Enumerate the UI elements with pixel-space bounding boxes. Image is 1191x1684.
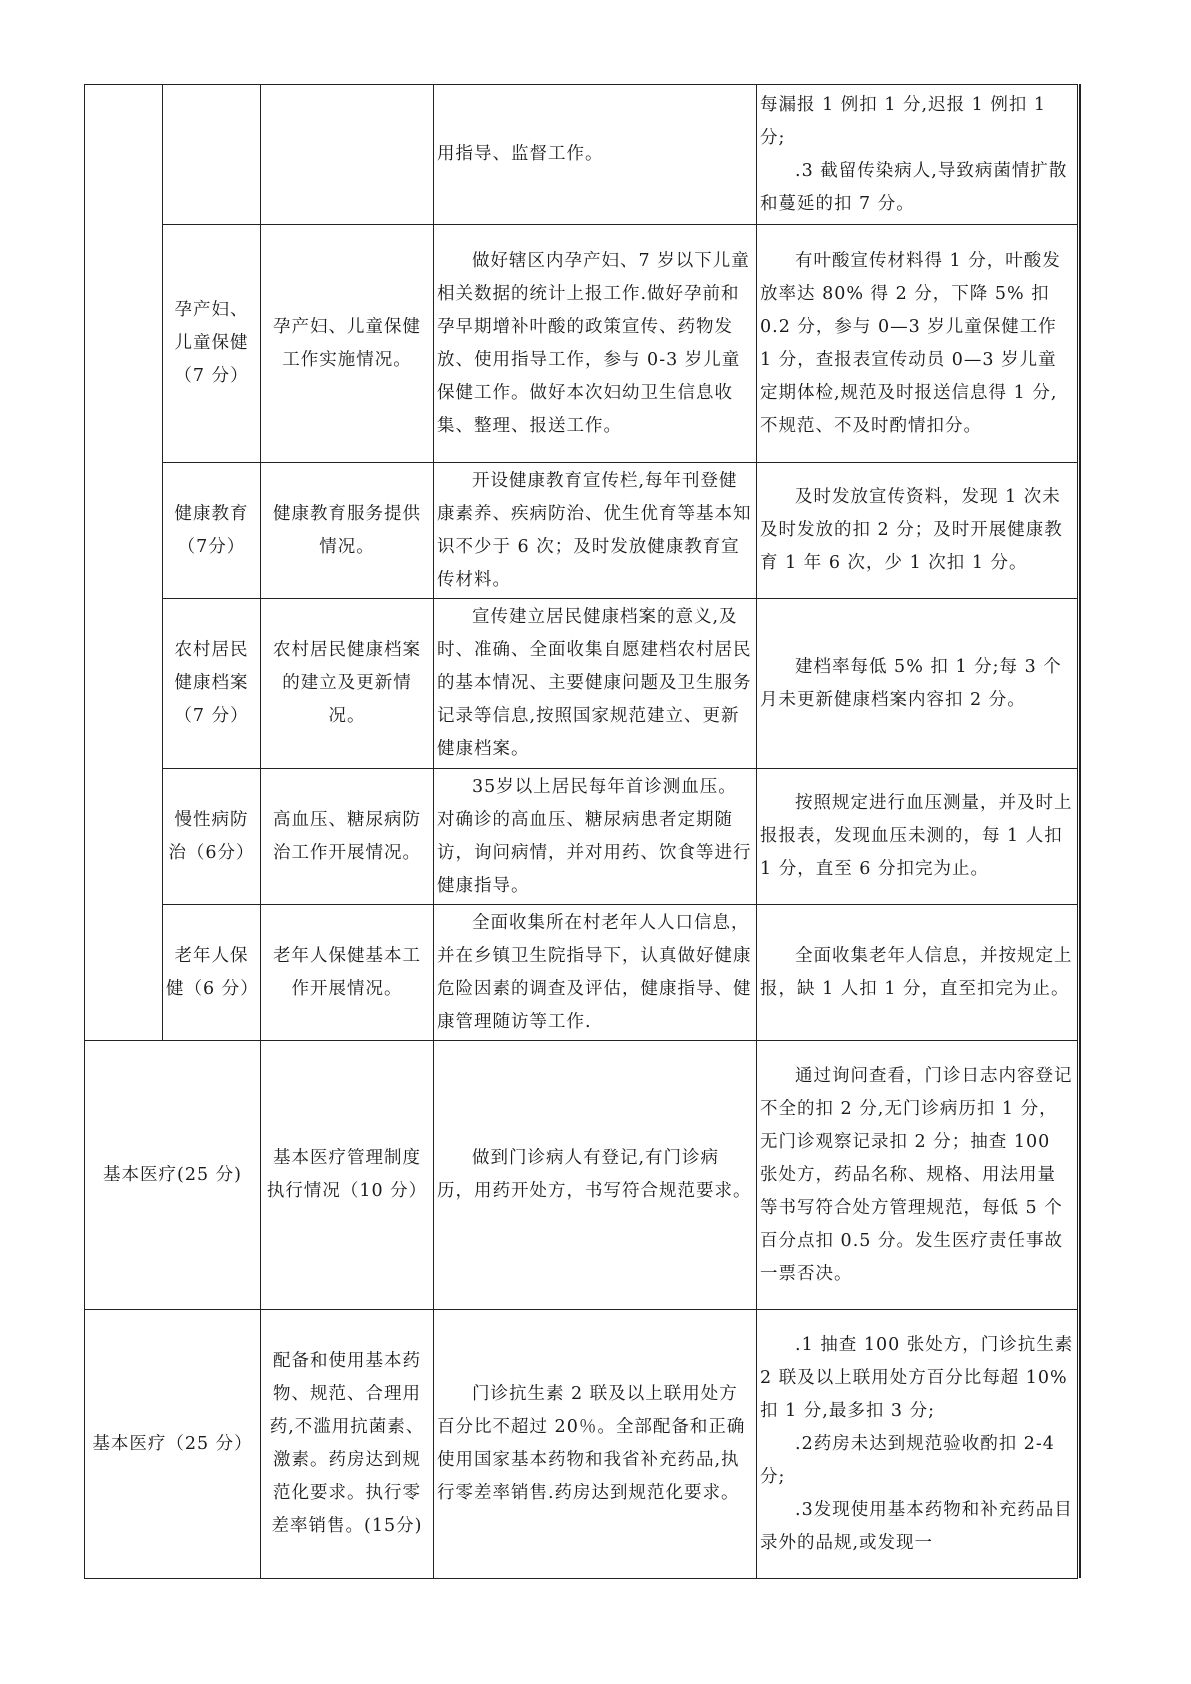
- content-cell: 做到门诊病人有登记,有门诊病历，用药开处方，书写符合规范要求。: [434, 1041, 757, 1310]
- category-cell-continued: [85, 85, 163, 1041]
- table-row: [85, 85, 1078, 225]
- criteria-line: .2药房未达到规范验收酌扣 2-4 分;: [760, 1433, 1055, 1487]
- table-row: [85, 463, 1078, 599]
- table-row: [85, 1310, 1078, 1579]
- content-cell: 做好辖区内孕产妇、7 岁以下儿童相关数据的统计上报工作.做好孕前和孕早期增补叶酸的政策宣传、药物发放、使用指导工作，参与 0-3 岁儿童保健工作。做好本次妇幼卫生信息收集、整理、报送工作。: [434, 225, 757, 463]
- category-cell: 基本医疗(25 分): [85, 1041, 261, 1310]
- table-row: [85, 599, 1078, 769]
- indicator-cell: 农村居民健康档案的建立及更新情况。: [261, 599, 434, 769]
- criteria-line: .3 截留传染病人,导致病菌情扩散和蔓延的扣 7 分。: [760, 160, 1068, 214]
- criteria-line: .3发现使用基本药物和补充药品目录外的品规,或发现一: [760, 1499, 1073, 1553]
- indicator-cell: 配备和使用基本药物、规范、合理用药,不滥用抗菌素、激素。药房达到规范化要求。执行零差率销售。(15分): [261, 1310, 434, 1579]
- criteria-cell: 通过询问查看，门诊日志内容登记不全的扣 2 分,无门诊病历扣 1 分，无门诊观察记录扣 2 分；抽查 100 张处方，药品名称、规格、用法用量等书写符合处方管理规范，每低 5 个百分点扣 0.5 分。发生医疗责任事故一票否决。: [757, 1041, 1078, 1310]
- indicator-cell: [261, 85, 434, 225]
- content-cell: 用指导、监督工作。: [434, 85, 757, 225]
- criteria-cell: 及时发放宣传资料，发现 1 次未及时发放的扣 2 分；及时开展健康教育 1 年 6 次，少 1 次扣 1 分。: [757, 463, 1078, 599]
- indicator-cell: 基本医疗管理制度执行情况（10 分）: [261, 1041, 434, 1310]
- content-cell: 全面收集所在村老年人人口信息，并在乡镇卫生院指导下，认真做好健康危险因素的调查及评估，健康指导、健康管理随访等工作.: [434, 905, 757, 1041]
- criteria-cell: 按照规定进行血压测量，并及时上报报表，发现血压未测的，每 1 人扣 1 分，直至 6 分扣完为止。: [757, 769, 1078, 905]
- indicator-cell: 高血压、糖尿病防治工作开展情况。: [261, 769, 434, 905]
- table-row: [85, 1041, 1078, 1310]
- item-cell: 健康教育（7分）: [163, 463, 261, 599]
- item-cell: 老年人保健（6 分）: [163, 905, 261, 1041]
- indicator-cell: 健康教育服务提供情况。: [261, 463, 434, 599]
- item-cell: 农村居民健康档案（7 分）: [163, 599, 261, 769]
- indicator-cell: 孕产妇、儿童保健工作实施情况。: [261, 225, 434, 463]
- table-row: [85, 905, 1078, 1041]
- criteria-line: 每漏报 1 例扣 1 分,迟报 1 例扣 1 分;: [760, 94, 1047, 148]
- content-cell: 开设健康教育宣传栏,每年刊登健康素养、疾病防治、优生优育等基本知识不少于 6 次；及时发放健康教育宣传材料。: [434, 463, 757, 599]
- indicator-cell: 老年人保健基本工作开展情况。: [261, 905, 434, 1041]
- table-right-border: [1079, 84, 1081, 1578]
- criteria-cell: [757, 1310, 1078, 1579]
- criteria-cell: 建档率每低 5% 扣 1 分;每 3 个月未更新健康档案内容扣 2 分。: [757, 599, 1078, 769]
- criteria-cell: [757, 85, 1078, 225]
- item-cell: [163, 85, 261, 225]
- item-cell: 慢性病防治（6分）: [163, 769, 261, 905]
- criteria-cell: 全面收集老年人信息，并按规定上报，缺 1 人扣 1 分，直至扣完为止。: [757, 905, 1078, 1041]
- criteria-line: .1 抽查 100 张处方，门诊抗生素 2 联及以上联用处方百分比每超 10% 扣 1 分,最多扣 3 分;: [760, 1334, 1074, 1421]
- table-row: [85, 225, 1078, 463]
- category-cell: 基本医疗（25 分）: [85, 1310, 261, 1579]
- content-cell: 宣传建立居民健康档案的意义,及时、准确、全面收集自愿建档农村居民的基本情况、主要健康问题及卫生服务记录等信息,按照国家规范建立、更新健康档案。: [434, 599, 757, 769]
- table-row: [85, 769, 1078, 905]
- content-cell: 35岁以上居民每年首诊测血压。对确诊的高血压、糖尿病患者定期随访，询问病情，并对用药、饮食等进行健康指导。: [434, 769, 757, 905]
- content-cell: 门诊抗生素 2 联及以上联用处方百分比不超过 20％。全部配备和正确使用国家基本药物和我省补充药品,执行零差率销售.药房达到规范化要求。: [434, 1310, 757, 1579]
- item-cell: 孕产妇、儿童保健（7 分）: [163, 225, 261, 463]
- criteria-cell: 有叶酸宣传材料得 1 分，叶酸发放率达 80% 得 2 分，下降 5% 扣 0.2 分，参与 0—3 岁儿童保健工作 1 分，查报表宣传动员 0—3 岁儿童定期体检,规范及时报送信息得 1 分,不规范、不及时酌情扣分。: [757, 225, 1078, 463]
- assessment-table: [84, 84, 1078, 1579]
